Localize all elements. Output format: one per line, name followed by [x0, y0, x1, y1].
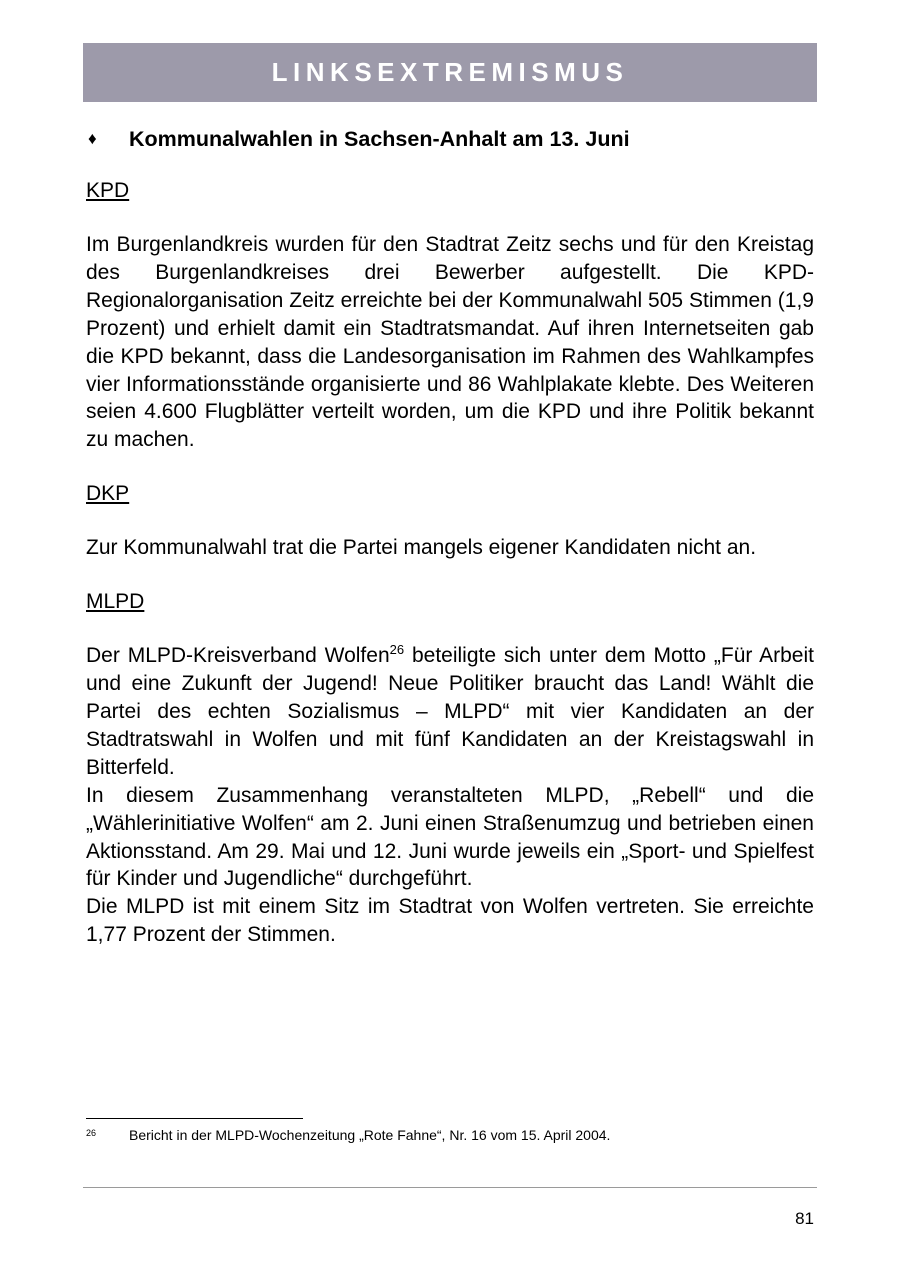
dkp-paragraph: Zur Kommunalwahl trat die Partei mangels eigener Kandidaten nicht an.: [86, 536, 757, 560]
mlpd-paragraph-1-start: Der MLPD-Kreisverband Wolfen: [86, 644, 390, 668]
dkp-heading: DKP: [86, 482, 130, 506]
mlpd-paragraph-1-end: beteiligte sich unter dem Motto „Für Arbeit und eine Zukunft der Jugend! Neue Politiker braucht das Land! Wählt die Partei des echten Sozialismus – MLPD“ mit vier Kandidaten an der Stadtratswahl in Wolfen und mit fünf Kandidaten an der Kreistagswahl in Bitterfeld.: [86, 644, 814, 779]
main-content: [86, 120, 814, 949]
diamond-bullet-icon: ♦: [88, 129, 97, 148]
footnote-reference[interactable]: 26: [389, 642, 405, 658]
kpd-heading: KPD: [86, 179, 130, 202]
section-heading: [86, 124, 814, 154]
mlpd-paragraph-3: Die MLPD ist mit einem Sitz im Stadtrat von Wolfen vertreten. Sie erreichte 1,77 Prozent der Stimmen.: [86, 895, 814, 947]
footer-divider: [83, 1187, 817, 1188]
chapter-header-bar: [83, 43, 817, 102]
mlpd-heading: MLPD: [86, 590, 145, 614]
mlpd-paragraph-2: In diesem Zusammenhang veranstalteten MLPD, „Rebell“ und die „Wählerinitiative Wolfen“ am 2. Juni einen Straßenumzug und betrieben einen Aktionsstand. Am 29. Mai und 12. Juni wurde jeweils ein „Sport- und Spielfest für Kinder und Jugendliche“ durchgeführt.: [86, 783, 814, 891]
footnote-separator: [86, 1118, 303, 1119]
footnote-text: Bericht in der MLPD-Wochenzeitung „Rote Fahne“, Nr. 16 vom 15. April 2004.: [129, 1127, 611, 1143]
chapter-title: LINKSEXTREMISMUS: [271, 57, 629, 87]
section-title: Kommunalwahlen in Sachsen-Anhalt am 13. Juni: [129, 127, 630, 151]
page-number: 81: [795, 1209, 814, 1228]
kpd-paragraph: Im Burgenlandkreis wurden für den Stadtrat Zeitz sechs und für den Kreistag des Burgenlandkreises drei Bewerber aufgestellt. Die KPD-Regionalorganisation Zeitz erreichte bei der Kommunalwahl 505 Stimmen (1,9 Prozent) und erhielt damit ein Stadtratsmandat. Auf ihren Internetseiten gab die KPD bekannt, dass die Landesorganisation im Rahmen des Wahlkampfes vier Informationsstände organisierte und 86 Wahlplakate klebte. Des Weiteren seien 4.600 Flugblätter verteilt worden, um die KPD und ihre Politik bekannt zu machen.: [86, 233, 814, 452]
footnote-number: 26: [86, 1128, 97, 1138]
mlpd-paragraph-1: [86, 642, 814, 782]
